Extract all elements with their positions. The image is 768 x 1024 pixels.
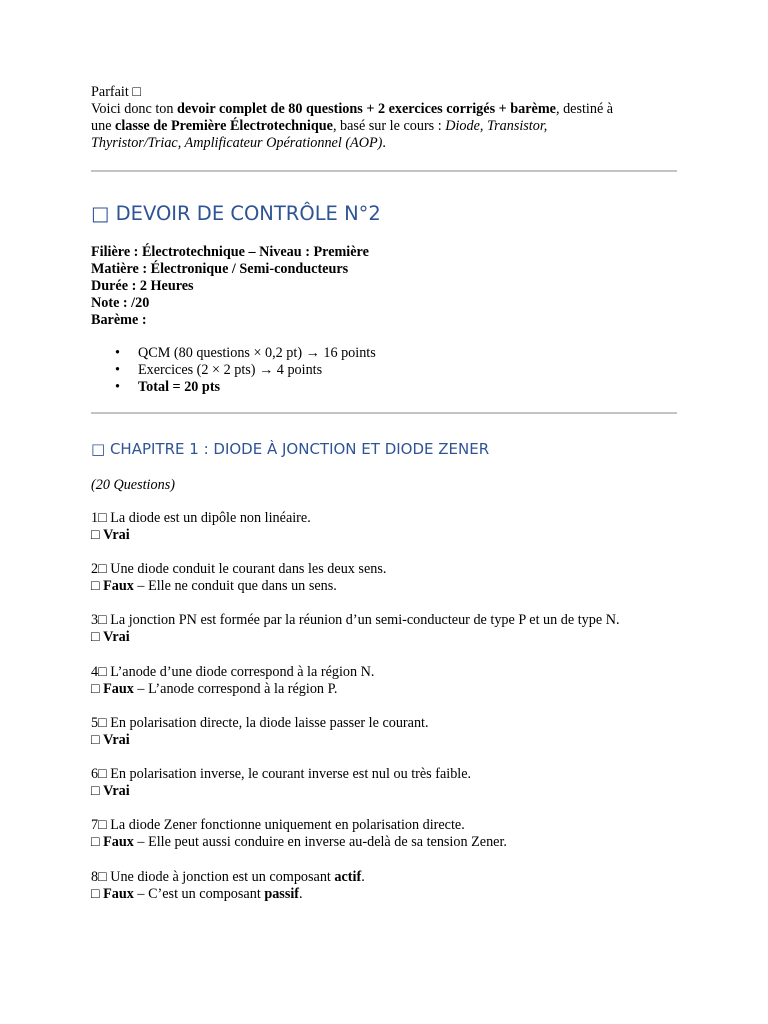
checkbox-icon: □ (91, 783, 104, 799)
answer-line (91, 783, 471, 800)
chapter-subtitle: (20 Questions) (91, 477, 175, 493)
intro-greeting: Parfait □ (91, 84, 141, 100)
answer-explanation: . (299, 886, 303, 902)
answer-verdict: Faux (103, 886, 134, 902)
intro-line-4 (91, 135, 681, 152)
bullet-icon: • (115, 362, 120, 378)
answer-bold-term: passif (264, 886, 300, 902)
page-title: □ DEVOIR DE CONTRÔLE N°2 (91, 202, 381, 225)
intro-line-2 (91, 101, 681, 118)
question-text-part: 8□ Une diode à jonction est un composant (91, 869, 335, 885)
question-bold-term: actif (334, 869, 362, 885)
question-item (91, 817, 507, 851)
checkbox-icon: □ (91, 834, 104, 850)
intro-italic-text: Thyristor/Triac, Amplificateur Opérationnel (AOP) (91, 135, 383, 151)
chapter-title: □ CHAPITRE 1 : DIODE À JONCTION ET DIODE ZENER (91, 440, 490, 458)
answer-line (91, 886, 365, 903)
question-text: 2□ Une diode conduit le courant dans les deux sens. (91, 561, 387, 577)
question-item (91, 510, 311, 544)
question-text: 5□ En polarisation directe, la diode laisse passer le courant. (91, 715, 429, 731)
answer-explanation: – Elle ne conduit que dans un sens. (133, 578, 337, 594)
question-text: 3□ La jonction PN est formée par la réunion d’un semi-conducteur de type P et un de type N. (91, 612, 620, 628)
answer-verdict: Vrai (103, 783, 130, 799)
info-filiere: Filière : Électrotechnique – Niveau : Première (91, 244, 369, 260)
question-item (91, 664, 374, 698)
divider (91, 412, 677, 414)
question-item (91, 869, 365, 903)
answer-verdict: Faux (103, 578, 134, 594)
answer-line (91, 578, 386, 595)
bullet-icon: • (115, 345, 120, 361)
intro-italic-text: Diode, Transistor, (445, 118, 548, 134)
question-text: 6□ En polarisation inverse, le courant inverse est nul ou très faible. (91, 766, 472, 782)
answer-explanation: – C’est un composant (133, 886, 265, 902)
answer-verdict: Faux (103, 834, 134, 850)
bareme-list (91, 345, 651, 396)
intro-text: . (382, 135, 386, 151)
question-text (91, 869, 365, 886)
bareme-item (91, 345, 651, 362)
answer-line (91, 629, 620, 646)
bareme-item-text: Exercices (2 × 2 pts) → 4 points (138, 362, 323, 378)
question-item (91, 561, 386, 595)
bareme-item-text: Total = 20 pts (138, 379, 221, 395)
checkbox-icon: □ (91, 629, 104, 645)
answer-explanation: – Elle peut aussi conduire en inverse au-delà de sa tension Zener. (133, 834, 507, 850)
answer-line (91, 732, 429, 749)
intro-text: une (91, 118, 116, 134)
checkbox-icon: □ (91, 578, 104, 594)
bareme-item (91, 379, 651, 396)
intro-text: Voici donc ton (91, 101, 178, 117)
intro-text: , destiné à (555, 101, 614, 117)
info-matiere: Matière : Électronique / Semi-conducteurs (91, 261, 349, 277)
checkbox-icon: □ (91, 681, 104, 697)
bullet-icon: • (115, 379, 120, 395)
bareme-item (91, 362, 651, 379)
intro-bold-text: classe de Première Électrotechnique (115, 118, 333, 134)
intro-text: , basé sur le cours : (332, 118, 446, 134)
intro-line-3 (91, 118, 681, 135)
answer-line (91, 527, 311, 544)
question-item (91, 715, 429, 749)
checkbox-icon: □ (91, 886, 104, 902)
checkbox-icon: □ (91, 732, 104, 748)
bareme-item-text: QCM (80 questions × 0,2 pt) → 16 points (138, 345, 376, 361)
question-text: 1□ La diode est un dipôle non linéaire. (91, 510, 311, 526)
question-text: 7□ La diode Zener fonctionne uniquement en polarisation directe. (91, 817, 465, 833)
intro-bold-text: devoir complet de 80 questions + 2 exercices corrigés + barème (177, 101, 556, 117)
answer-verdict: Vrai (103, 629, 130, 645)
question-text: 4□ L’anode d’une diode correspond à la région N. (91, 664, 375, 680)
answer-explanation: – L’anode correspond à la région P. (133, 681, 338, 697)
info-note: Note : /20 (91, 295, 150, 311)
question-text-part: . (361, 869, 365, 885)
answer-verdict: Vrai (103, 527, 130, 543)
intro-paragraph (91, 84, 681, 152)
info-block (91, 244, 369, 329)
intro-line-1 (91, 84, 681, 101)
info-duree: Durée : 2 Heures (91, 278, 194, 294)
answer-verdict: Faux (103, 681, 134, 697)
answer-line (91, 681, 374, 698)
answer-line (91, 834, 507, 851)
divider (91, 170, 677, 172)
checkbox-icon: □ (91, 527, 104, 543)
info-bareme: Barème : (91, 312, 147, 328)
answer-verdict: Vrai (103, 732, 130, 748)
question-item (91, 766, 471, 800)
question-item (91, 612, 620, 646)
